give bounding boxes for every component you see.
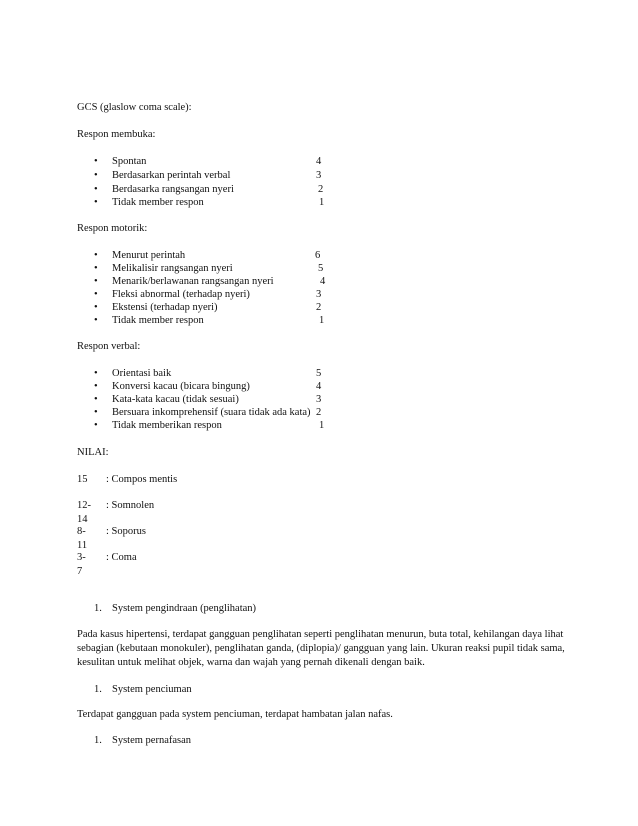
item-label: Kata-kata kacau (tidak sesuai) [112, 394, 239, 405]
item-score: 3 [316, 289, 322, 300]
item-label: Bersuara inkomprehensif (suara tidak ada kata) [112, 407, 311, 418]
gcs-title: GCS (glaslow coma scale): [77, 102, 192, 113]
item-score: 2 [316, 302, 322, 313]
item-score: 4 [316, 381, 322, 392]
nilai-heading: NILAI: [77, 447, 109, 458]
item-score: 4 [320, 276, 326, 287]
section-number: 1. [94, 684, 102, 695]
item-label: Berdasarka rangsangan nyeri [112, 184, 234, 195]
list-item [94, 169, 334, 183]
section-title: System penciuman [112, 684, 192, 695]
item-label: Orientasi baik [112, 368, 172, 379]
list-item [94, 249, 334, 263]
paragraph-penciuman: Terdapat gangguan pada system penciuman, terdapat hambatan jalan nafas. [77, 709, 393, 720]
bullet: • [94, 407, 98, 418]
nilai-range: 8-11 [77, 526, 88, 551]
respon-motorik-heading: Respon motorik: [77, 223, 148, 234]
nilai-desc: : Soporus [106, 526, 146, 537]
item-label: Menurut perintah [112, 250, 186, 261]
item-score: 3 [316, 394, 322, 405]
list-item [94, 275, 334, 289]
bullet: • [94, 250, 98, 261]
bullet: • [94, 394, 98, 405]
respon-membuka-heading: Respon membuka: [77, 129, 156, 140]
list-item [94, 155, 334, 169]
list-item [94, 288, 334, 302]
item-score: 5 [318, 263, 324, 274]
list-item [94, 419, 334, 433]
item-label: Tidak member respon [112, 315, 204, 326]
nilai-range: 15 [77, 474, 88, 485]
list-item [94, 314, 334, 328]
item-label: Spontan [112, 156, 147, 167]
paragraph-penglihatan: Pada kasus hipertensi, terdapat gangguan penglihatan seperti penglihatan menurun, buta total, kehilangan daya lihat sebagian (kebutaan monokuler), penglihatan ganda, (diplopia)/ gangguan yang lain. Ukuran reaksi pupil tidak sama, kesulitan untuk melihat objek, warna dan wajah yang pernah dikenali dengan baik. [77, 629, 565, 668]
nilai-desc: : Compos mentis [106, 474, 178, 485]
bullet: • [94, 263, 98, 274]
bullet: • [94, 170, 98, 181]
bullet: • [94, 368, 98, 379]
bullet: • [94, 420, 98, 431]
list-item [94, 196, 334, 210]
item-label: Melikalisir rangsangan nyeri [112, 263, 233, 274]
list-item [94, 406, 334, 420]
item-score: 6 [315, 250, 321, 261]
item-score: 1 [319, 315, 325, 326]
nilai-desc: : Somnolen [106, 500, 155, 511]
bullet: • [94, 302, 98, 313]
section-number: 1. [94, 603, 102, 614]
bullet: • [94, 156, 98, 167]
bullet: • [94, 184, 98, 195]
item-score: 1 [319, 420, 325, 431]
item-score: 4 [316, 156, 322, 167]
bullet: • [94, 315, 98, 326]
item-label: Fleksi abnormal (terhadap nyeri) [112, 289, 250, 300]
respon-verbal-heading: Respon verbal: [77, 341, 141, 352]
item-label: Berdasarkan perintah verbal [112, 170, 231, 181]
item-score: 5 [316, 368, 322, 379]
nilai-range: 12-14 [77, 500, 91, 525]
bullet: • [94, 276, 98, 287]
bullet: • [94, 197, 98, 208]
item-label: Tidak member respon [112, 197, 204, 208]
section-title: System pengindraan (penglihatan) [112, 603, 257, 614]
bullet: • [94, 381, 98, 392]
list-item [94, 393, 334, 407]
item-score: 2 [318, 184, 324, 195]
nilai-range: 3-7 [77, 552, 86, 577]
list-item [94, 380, 334, 394]
section-title: System pernafasan [112, 735, 192, 746]
list-item [94, 262, 334, 276]
section-number: 1. [94, 735, 102, 746]
item-label: Ekstensi (terhadap nyeri) [112, 302, 218, 313]
item-label: Menarik/berlawanan rangsangan nyeri [112, 276, 274, 287]
nilai-desc: : Coma [106, 552, 137, 563]
item-label: Tidak memberikan respon [112, 420, 222, 431]
item-label: Konversi kacau (bicara bingung) [112, 381, 250, 392]
list-item [94, 367, 334, 381]
item-score: 2 [316, 407, 322, 418]
list-item [94, 183, 334, 197]
item-score: 1 [319, 197, 325, 208]
bullet: • [94, 289, 98, 300]
list-item [94, 301, 334, 315]
item-score: 3 [316, 170, 322, 181]
